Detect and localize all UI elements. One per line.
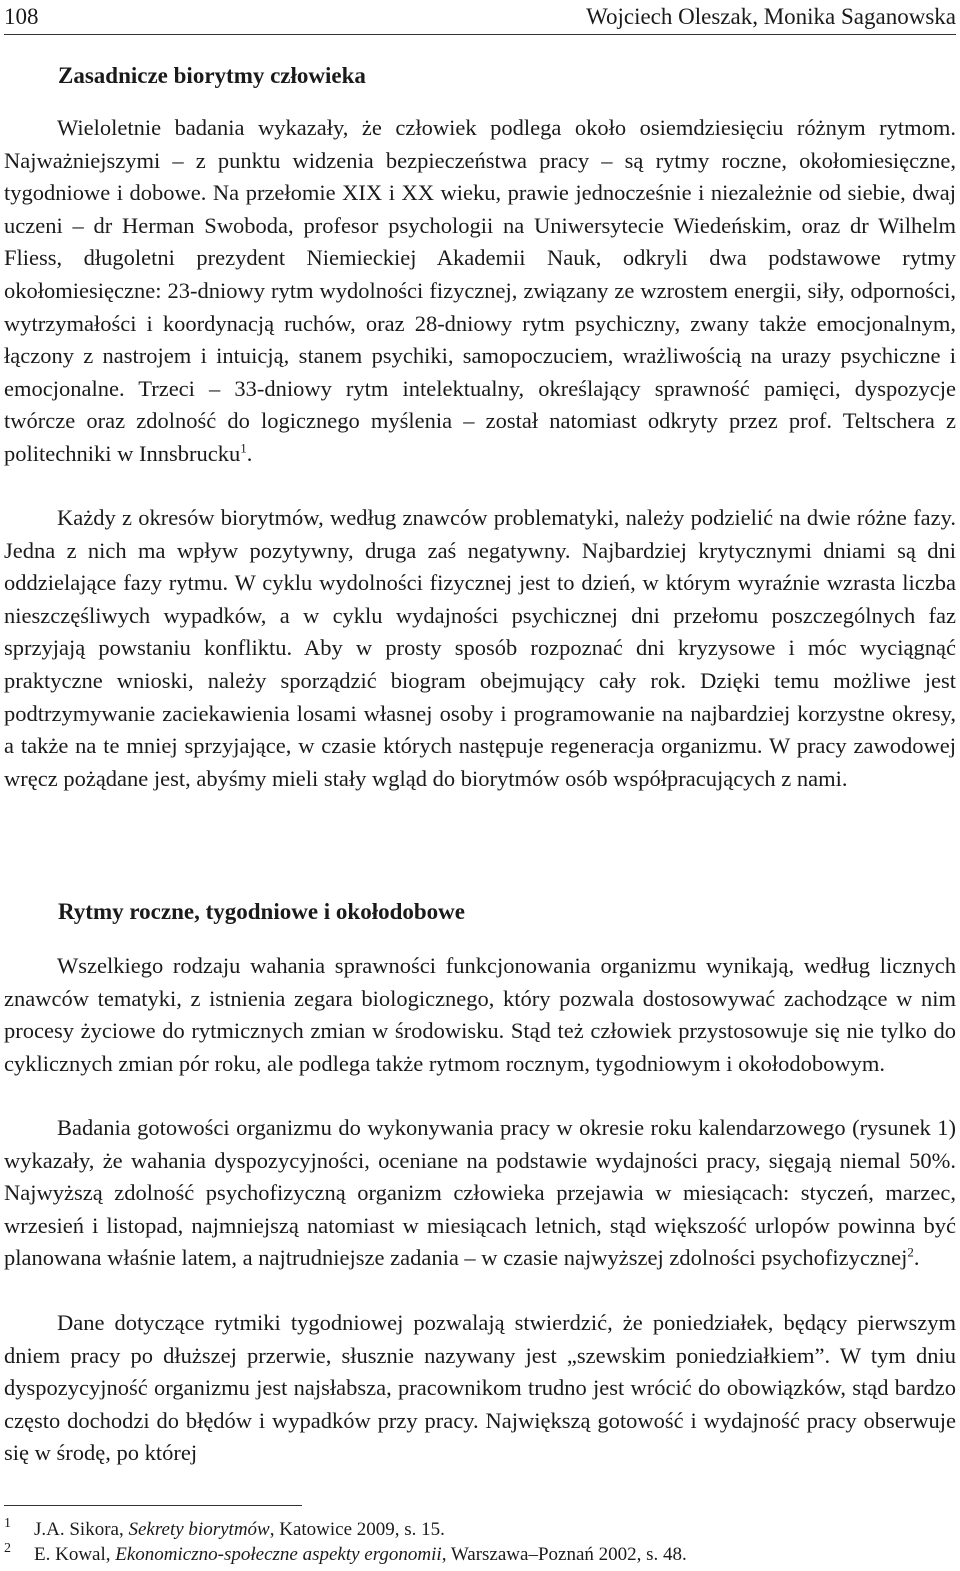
footnote-text: J.A. Sikora, Sekrety biorytmów, Katowice 2009, s. 15. (34, 1519, 445, 1540)
section-title-rhythms: Rytmy roczne, tygodniowe i okołodobowe (58, 899, 466, 924)
footnote-number: 1 (4, 1516, 11, 1531)
paragraph: Dane dotyczące rytmiki tygodniowej pozwalają stwierdzić, że poniedziałek, będący pierwszym dniem pracy po dłuższej przerwie, słusznie nazywany jest „szewskim poniedziałkiem”. W tym dniu dyspozycyjność organizmu jest najsłabsza, pracownikom trudno jest wrócić do obowiązków, stąd bardzo często dochodzi do błędów i wypadków przy pracy. Największą gotowość i wydajność pracy obserwuje się w środę, po której (4, 1310, 956, 1466)
paragraph: Wszelkiego rodzaju wahania sprawności funkcjonowania organizmu wynikają, według licznych znawców tematyki, z istnienia zegara biologicznego, który pozwala dostosowywać zachodzące w nim procesy życiowe do rytmicznych zmian w środowisku. Stąd też człowiek przystosowuje się nie tylko do cyklicznych zmian pór roku, ale podlega także rytmom rocznym, tygodniowym i okołodobowym. (4, 953, 956, 1076)
running-header (4, 0, 956, 35)
footnote-number: 2 (4, 1541, 11, 1556)
footnote-text: E. Kowal, Ekonomiczno-społeczne aspekty ergonomii, Warszawa–Poznań 2002, s. 48. (34, 1544, 687, 1565)
paragraph: Wieloletnie badania wykazały, że człowiek podlega około osiemdziesięciu różnym rytmom. Najważniejszymi – z punktu widzenia bezpieczeństwa pracy – są rytmy roczne, okołomiesięczne, tygodniowe i dobowe. Na przełomie XIX i XX wieku, prawie jednocześnie i niezależnie od siebie, dwaj uczeni – dr Herman Swoboda, profesor psychologii na Uniwersytecie Wiedeńskim, oraz dr Wilhelm Fliess, długoletni prezydent Niemieckiej Akademii Nauk, odkryli dwa podstawowe rytmy okołomiesięczne: 23-dniowy rytm wydolności fizycznej, związany ze wzrostem energii, siły, odporności, wytrzymałości i koordynacją ruchów, oraz 28-dniowy rytm psychiczny, zwany także emocjonalnym, łączony z nastrojem i intuicją, stanem psychiki, samopoczuciem, wrażliwością na urazy psychiczne i emocjonalne. Trzeci – 33-dniowy rytm intelektualny, określający sprawność pamięci, dyspozycje twórcze oraz zdolność do logicznego myślenia – został natomiast odkryty przez prof. Teltschera z politechniki w Innsbrucku$^1$. (4, 115, 956, 466)
running-header-authors: Wojciech Oleszak, Monika Saganowska (586, 4, 956, 29)
paragraph: Każdy z okresów biorytmów, według znawców problematyki, należy podzielić na dwie różne fazy. Jedna z nich ma wpływ pozytywny, druga zaś negatywny. Najbardziej krytycznymi dniami są dni oddzielające fazy rytmu. W cyklu wydolności fizycznej jest to dzień, w którym wyraźnie wzrasta liczba nieszczęśliwych wypadków, a w cyklu wydajności psychicznej dni przełomu poszczególnych faz sprzyjają powstaniu konfliktu. Aby w prosty sposób rozpoznać dni kryzysowe i móc wyciągnąć praktyczne wnioski, należy sporządzić biogram obejmujący cały rok. Dzięki temu możliwe jest podtrzymywanie zaciekawienia losami własnej osoby i programowanie na najbardziej korzystne okresy, a także na te mniej sprzyjające, w czasie których następuje regeneracja organizmu. W pracy zawodowej wręcz pożądane jest, abyśmy mieli stały wgląd do biorytmów osób współpracujących z nami. (4, 505, 956, 791)
footnote-ref-2[interactable]: 2 (907, 1244, 914, 1260)
footnote-ref-1[interactable]: 1 (240, 440, 247, 456)
footnote-divider (4, 1505, 302, 1506)
section-title-biorhythms: Zasadnicze biorytmy człowieka (58, 63, 366, 88)
paragraph: Badania gotowości organizmu do wykonywania pracy w okresie roku kalendarzowego (rysunek 1) wykazały, że wahania dyspozycyjności, oceniane na podstawie wydajności pracy, sięgają niemal 50%. Najwyższą zdolność psychofizyczną organizm człowieka przejawia w miesiącach: styczeń, marzec, wrzesień i listopad, najmniejszą natomiast w miesiącach letnich, stąd większość urlopów powinna być planowana właśnie latem, a najtrudniejsze zadania – w czasie najwyższej zdolności psychofizycznej$^2$. (4, 1115, 956, 1271)
page-number: 108 (4, 4, 39, 29)
